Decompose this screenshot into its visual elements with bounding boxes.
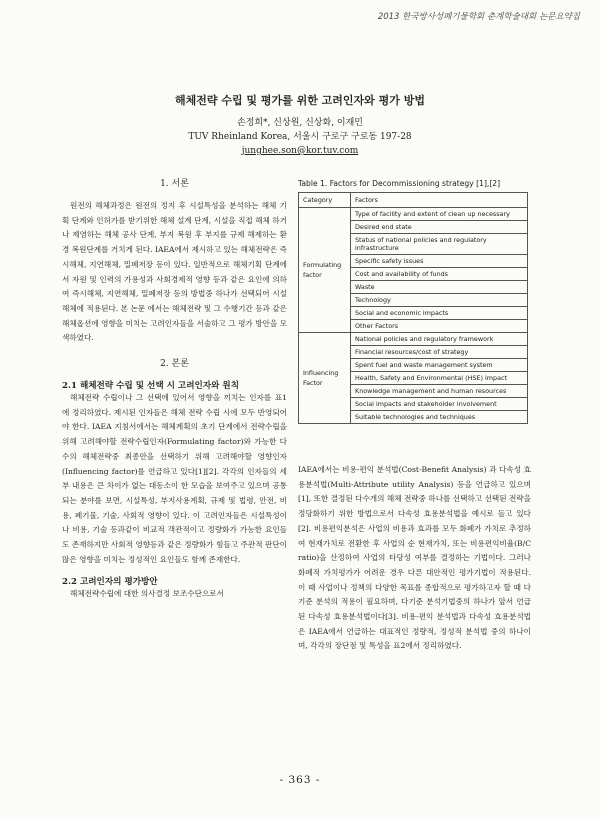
paper-title: 해체전략 수립 및 평가를 위한 고려인자와 평가 방법 (175, 94, 425, 107)
right-column (298, 176, 531, 424)
authors: 손정희*, 신상원, 신상화, 이재민 (237, 118, 363, 128)
table-caption: Table 1. Factors for Decommissioning strategy [1],[2] (298, 179, 501, 188)
factor-cell: Knowledge management and human resources (351, 385, 528, 398)
left-column (62, 176, 287, 602)
subsection-2-2-paragraph: 해체전략수립에 대한 의사결정 보조수단으로서 (70, 589, 224, 599)
table-header-cell: Factors (351, 193, 528, 208)
category-cell: Influencing Factor (299, 333, 351, 424)
factor-cell: Technology (351, 294, 528, 307)
right-column-text (298, 463, 531, 654)
right-paragraph: IAEA에서는 비용-편익 분석법(Cost-Benefit Analysis) 과 다속성 효용분석법(Multi-Attribute utility Analysis) 등을 언급하고 있으며[1], 또한 결정된 다수개의 해체 전략중 하나를 선택하고 선택된 전략을 정당화하기 위한 방법으로서 다속성 효용분석법을 예시로 들고 있다[2]. 비용편익분석은 사업의 비용과 효과를 모두 화폐가 가치로 추정하여 현재가치로 전환한 후 사업의 순 현재가치, 또는 비용편익비율(B/C ratio)을 산정하여 사업의 타당성 여부를 결정하는 기법이다. 그러나 화폐적 가치평가가 어려운 경우 다른 대안적인 평가기법이 적용된다. 이 때 사업이나 정책의 다양한 목표를 종합적으로 평가하고자 할 때 다기준 분석의 적용이 필요하며, 다기준 분석기법중의 하나가 앞서 언급된 다속성 효용분석법이다[3]. 비용-편익 분석법과 다속성 효용분석법은 IAEA에서 언급하는 대표적인 정량적, 정성적 분석법 중의 하나이며, 각각의 장단점 및 특성을 표2에서 정리하였다. (298, 465, 531, 651)
factor-cell: Social impacts and stakeholder involvement (351, 398, 528, 411)
factor-cell: Other Factors (351, 320, 528, 333)
factor-cell: Financial resources/cost of strategy (351, 346, 528, 359)
affiliation: TUV Rheinland Korea, 서울시 구로구 구로동 197-28 (188, 132, 412, 142)
factor-cell: Suitable technologies and techniques (351, 411, 528, 424)
factor-cell: Cost and availability of funds (351, 268, 528, 281)
table-row (299, 333, 528, 346)
page-number: - 363 - (279, 774, 321, 786)
subsection-heading-2-2: 2.2 고려인자의 평가방안 (62, 577, 158, 588)
table-header-row (299, 193, 528, 208)
category-cell: Formulating factor (299, 208, 351, 333)
factor-cell: Social and economic impacts (351, 307, 528, 320)
factors-table (298, 192, 528, 424)
factor-cell: Health, Safety and Environmental (HSE) impact (351, 372, 528, 385)
section-heading-intro: 1. 서론 (160, 179, 189, 189)
factor-cell: Status of national policies and regulatory infrastructure (351, 234, 528, 255)
factor-cell: Spent fuel and waste management system (351, 359, 528, 372)
table-row (299, 208, 528, 221)
table-header-cell: Category (299, 193, 351, 208)
subsection-2-1-paragraph: 해체전략 수립이나 그 선택에 있어서 영향을 끼치는 인자를 표1 에 정리하였다. 제시된 인자들은 해체 전략 수립 시에 모두 반영되어야 한다. IAEA 지침서에서는 해체계획의 초기 단계에서 전략수립을 위해 고려해야할 전략수립인자(Formulating factor)와 가능한 다수의 해체전략중 최종안을 선택하기 위해 고려해야할 영향인자(Influencing factor)를 언급하고 있다[1][2]. 각각의 인자들의 세부 내용은 큰 차이가 없는 대동소이 한 모습을 보여주고 있으며 공통되는 분야를 보면, 시설특성, 부지사용계획, 규제 및 법령, 안전, 비용, 폐기물, 기술, 사회적 영향이 있다. 이 고려인자들은 시설특성이나 비용, 기술 등과같이 비교적 객관적이고 정량화가 가능한 요인들도 존재하지만 사회적 영향등과 같은 정량화가 힘들고 주관적 판단이 많은 영향을 미치는 정성적인 요인들도 함께 존재한다. (62, 393, 287, 564)
subsection-heading-2-1: 2.1 해체전략 수립 및 선택 시 고려인자와 원칙 (62, 381, 240, 392)
intro-paragraph: 원전의 해체과정은 원전의 정지 후 시설특성을 분석하는 해체 기획 단계와 인허가를 받기위한 해체 설계 단계, 시설을 직접 해체 하거나 제염하는 해체 공사 단계, 부지 복원 후 부지를 규제 해제하는 환경 복원단계를 거치게 된다. IAEA에서 제시하고 있는 해체전략은 즉시해체, 지연해체, 밀폐저장 등이 있다. 일반적으로 해체기획 단계에서 자원 및 인력의 가용성과 사회경제적 영향 등과 같은 요인에 의하여 즉시해체, 지연해체, 밀폐저장 등의 방법중 하나가 선택되어 시설 해체에 적용된다. 본 논문 에서는 해체전략 및 그 수행기간 등과 같은 해체옵션에 영향을 미치는 고려인자들을 서술하고 그 평가 방안을 모색하였다. (62, 201, 287, 343)
author-block (0, 116, 600, 158)
factor-cell: Desired end state (351, 221, 528, 234)
factor-cell: National policies and regulatory framework (351, 333, 528, 346)
factor-cell: Specific safety issues (351, 255, 528, 268)
factor-cell: Waste (351, 281, 528, 294)
section-heading-body: 2. 본론 (160, 359, 189, 370)
factor-cell: Type of facility and extent of clean up necessary (351, 208, 528, 221)
email-link[interactable]: junghee.son@kor.tuv.com (241, 146, 359, 156)
conference-header: 2013 한국방사성폐기물학회 춘계학술대회 논문요약집 (377, 12, 580, 22)
